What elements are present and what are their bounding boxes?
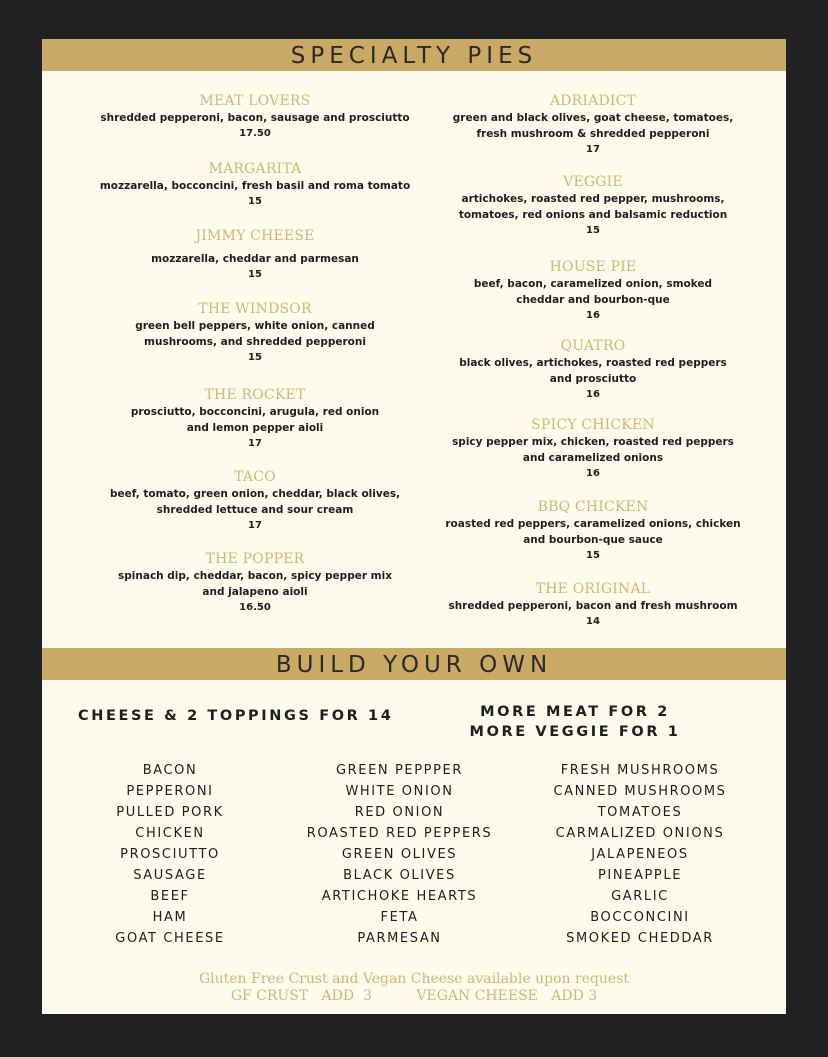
pie-item xyxy=(434,93,752,158)
pie-item xyxy=(72,93,438,142)
topping-item: GREEN PEPPPER xyxy=(335,763,463,778)
pie-item xyxy=(72,228,438,283)
topping-item: GREEN OLIVES xyxy=(341,847,458,862)
gf-crust-price: GF CRUST ADD 3 xyxy=(230,988,372,1004)
topping-item: BACON xyxy=(142,763,198,778)
pie-item xyxy=(434,259,752,324)
pie-price: 16 xyxy=(586,389,600,400)
pie-item xyxy=(434,338,752,403)
pie-description: beef, tomato, green onion, cheddar, black olives, shredded lettuce and sour cream xyxy=(109,488,401,516)
menu-page xyxy=(42,39,786,1014)
topping-item: BEEF xyxy=(150,889,190,904)
footer-line1: Gluten Free Crust and Vegan Cheese available upon request xyxy=(198,971,630,987)
pie-description: roasted red peppers, caramelized onions, chicken and bourbon-que sauce xyxy=(445,518,741,546)
footer-line2 xyxy=(42,988,786,1005)
pie-description: shredded pepperoni, bacon and fresh mushroom xyxy=(448,600,738,612)
topping-item: PEPPERONI xyxy=(126,784,214,799)
pie-description: green bell peppers, white onion, canned mushrooms, and shredded pepperoni xyxy=(135,320,375,348)
topping-item: PARMESAN xyxy=(357,931,442,946)
topping-item: FETA xyxy=(380,910,419,925)
topping-item: GARLIC xyxy=(611,889,669,904)
pie-name: BBQ CHICKEN xyxy=(537,499,649,515)
topping-item: CHICKEN xyxy=(135,826,205,841)
pie-price: 16.50 xyxy=(239,602,271,613)
pie-name: JIMMY CHEESE xyxy=(195,228,315,244)
pie-name: THE ROCKET xyxy=(204,387,306,403)
pie-price: 15 xyxy=(248,269,262,280)
topping-item: BLACK OLIVES xyxy=(343,868,456,883)
topping-item: BOCCONCINI xyxy=(590,910,690,925)
pie-description: spinach dip, cheddar, bacon, spicy pepper mix and jalapeno aioli xyxy=(118,570,392,598)
specialty-pies-title: SPECIALTY PIES xyxy=(42,39,786,71)
vegan-cheese-price: VEGAN CHEESE ADD 3 xyxy=(416,988,598,1004)
pie-item xyxy=(72,551,438,616)
pie-price: 15 xyxy=(586,550,600,561)
pie-item xyxy=(72,161,438,210)
pie-name: THE POPPER xyxy=(205,551,305,567)
pie-description: green and black olives, goat cheese, tomatoes, fresh mushroom & shredded pepperoni xyxy=(452,112,734,140)
pie-name: MEAT LOVERS xyxy=(199,93,311,109)
pie-item xyxy=(72,469,438,534)
pie-description: mozzarella, bocconcini, fresh basil and roma tomato xyxy=(99,180,411,192)
topping-item: ROASTED RED PEPPERS xyxy=(306,826,493,841)
topping-item: CARMALIZED ONIONS xyxy=(555,826,725,841)
base-offer: CHEESE & 2 TOPPINGS FOR 14 xyxy=(78,708,394,724)
pie-price: 17.50 xyxy=(239,128,271,139)
extra-offers xyxy=(460,702,690,742)
pie-name: THE WINDSOR xyxy=(198,301,312,317)
pie-price: 14 xyxy=(586,616,600,627)
topping-item: SAUSAGE xyxy=(133,868,207,883)
pie-description: beef, bacon, caramelized onion, smoked cheddar and bourbon-que xyxy=(473,278,713,306)
topping-item: CANNED MUSHROOMS xyxy=(553,784,727,799)
topping-item: PINEAPPLE xyxy=(597,868,683,883)
topping-item: PROSCIUTTO xyxy=(120,847,220,862)
pie-item xyxy=(434,174,752,239)
topping-item: RED ONION xyxy=(354,805,445,820)
pie-item xyxy=(72,301,438,366)
topping-item: WHITE ONION xyxy=(345,784,454,799)
pie-price: 17 xyxy=(586,144,600,155)
pie-item xyxy=(434,581,752,630)
topping-item: JALAPENEOS xyxy=(591,847,689,862)
topping-item: FRESH MUSHROOMS xyxy=(560,763,720,778)
footer-note xyxy=(42,971,786,1005)
topping-item: ARTICHOKE HEARTS xyxy=(321,889,478,904)
toppings-column-1 xyxy=(84,760,256,949)
topping-item: HAM xyxy=(152,910,188,925)
pie-name: VEGGIE xyxy=(563,174,623,190)
topping-item: PULLED PORK xyxy=(116,805,224,820)
pie-description: shredded pepperoni, bacon, sausage and prosciutto xyxy=(100,112,410,124)
pie-name: ADRIADICT xyxy=(549,93,637,109)
pie-name: HOUSE PIE xyxy=(549,259,637,275)
pie-price: 15 xyxy=(248,196,262,207)
pie-name: MARGARITA xyxy=(208,161,302,177)
pie-name: THE ORIGINAL xyxy=(535,581,651,597)
extra-meat: MORE MEAT FOR 2 xyxy=(480,704,670,720)
pie-price: 16 xyxy=(586,468,600,479)
topping-item: SMOKED CHEDDAR xyxy=(566,931,714,946)
pie-name: SPICY CHICKEN xyxy=(531,417,655,433)
pie-price: 17 xyxy=(248,520,262,531)
pie-item xyxy=(72,387,438,452)
pie-price: 16 xyxy=(586,310,600,321)
pie-description: artichokes, roasted red pepper, mushrooms, tomatoes, red onions and balsamic reduction xyxy=(458,193,728,221)
pie-item xyxy=(434,499,752,564)
toppings-column-3 xyxy=(537,760,743,949)
pie-price: 17 xyxy=(248,438,262,449)
pie-name: QUATRO xyxy=(560,338,626,354)
extra-veggie: MORE VEGGIE FOR 1 xyxy=(469,724,681,740)
pie-item xyxy=(434,417,752,482)
topping-item: GOAT CHEESE xyxy=(115,931,225,946)
pie-description: mozzarella, cheddar and parmesan xyxy=(151,253,359,265)
pie-price: 15 xyxy=(586,225,600,236)
pie-description: prosciutto, bocconcini, arugula, red onion and lemon pepper aioli xyxy=(130,406,380,434)
pie-description: spicy pepper mix, chicken, roasted red peppers and caramelized onions xyxy=(452,436,734,464)
pie-description: black olives, artichokes, roasted red peppers and prosciutto xyxy=(459,357,727,385)
topping-item: TOMATOES xyxy=(597,805,683,820)
toppings-column-2 xyxy=(282,760,517,949)
pie-name: TACO xyxy=(234,469,276,485)
build-your-own-title: BUILD YOUR OWN xyxy=(42,648,786,680)
pie-price: 15 xyxy=(248,352,262,363)
